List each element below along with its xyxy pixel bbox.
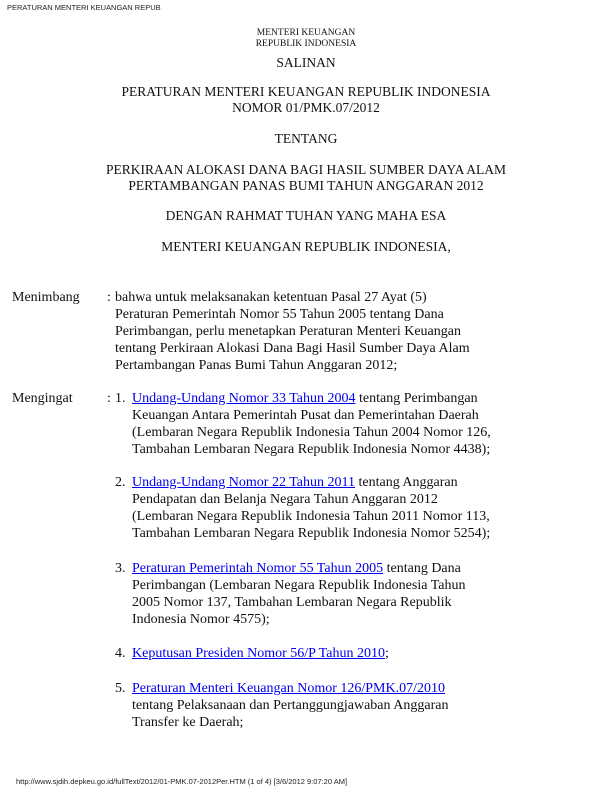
text-line: tentang Dana (383, 561, 461, 576)
text-line: tentang Perimbangan (355, 391, 478, 406)
text-line: ; (384, 646, 389, 661)
item-number: 2. (115, 475, 126, 490)
menimbang-text (115, 289, 470, 374)
item-number: 4. (115, 646, 126, 661)
letterhead (0, 28, 612, 50)
law-link[interactable]: Undang-Undang Nomor 22 Tahun 2011 (132, 475, 355, 490)
menteri-line: MENTERI KEUANGAN REPUBLIK INDONESIA, (161, 239, 451, 254)
subject-line: PERTAMBANGAN PANAS BUMI TAHUN ANGGARAN 2012 (128, 178, 484, 193)
text-line: Tambahan Lembaran Negara Republik Indonesia Nomor 4438); (132, 442, 491, 457)
mengingat-item-1 (115, 390, 126, 407)
mengingat-colon: : (107, 391, 111, 406)
page-footer-url: http://www.sjdih.depkeu.go.id/fullText/2012/01-PMK.07-2012Per.HTM (1 of 4) [3/6/2012 9:07:20 AM] (16, 777, 348, 786)
title-number: NOMOR 01/PMK.07/2012 (232, 100, 380, 115)
item-number: 3. (115, 561, 126, 576)
item-number: 5. (115, 681, 126, 696)
letterhead-line: MENTERI KEUANGAN (256, 28, 356, 38)
mengingat-item-4-text (132, 645, 389, 662)
title-line: PERATURAN MENTERI KEUANGAN REPUBLIK INDONESIA (121, 84, 491, 99)
text-line: tentang Perkiraan Alokasi Dana Bagi Hasil Sumber Daya Alam (115, 341, 470, 356)
mengingat-item-1-text (132, 390, 491, 458)
text-line: Perimbangan, perlu menetapkan Peraturan Menteri Keuangan (115, 324, 461, 339)
text-line: 2005 Nomor 137, Tambahan Lembaran Negara Republik (132, 595, 452, 610)
mengingat-label: Mengingat (12, 391, 73, 406)
text-line: Pertambangan Panas Bumi Tahun Anggaran 2012; (115, 358, 398, 373)
regulation-subject (0, 162, 612, 194)
text-line: Pendapatan dan Belanja Negara Tahun Anggaran 2012 (132, 492, 438, 507)
text-line: Peraturan Pemerintah Nomor 55 Tahun 2005 tentang Dana (115, 307, 444, 322)
text-line: (Lembaran Negara Republik Indonesia Tahun 2004 Nomor 126, (132, 425, 491, 440)
text-line: bahwa untuk melaksanakan ketentuan Pasal 27 Ayat (5) (115, 290, 427, 305)
text-line: Perimbangan (Lembaran Negara Republik Indonesia Tahun (132, 578, 466, 593)
mengingat-item-5-text (132, 680, 448, 731)
text-line: Keuangan Antara Pemerintah Pusat dan Pemerintahan Daerah (132, 408, 479, 423)
text-line: (Lembaran Negara Republik Indonesia Tahun 2011 Nomor 113, (132, 509, 490, 524)
rahmat-line: DENGAN RAHMAT TUHAN YANG MAHA ESA (165, 208, 447, 223)
tentang-label: TENTANG (274, 131, 338, 146)
text-line: tentang Anggaran (355, 475, 458, 490)
mengingat-item-3-text (132, 560, 465, 628)
menimbang-label: Menimbang (12, 290, 80, 305)
text-line: Tambahan Lembaran Negara Republik Indonesia Nomor 5254); (132, 526, 491, 541)
law-link[interactable]: Undang-Undang Nomor 33 Tahun 2004 (132, 391, 356, 406)
text-line: Indonesia Nomor 4575); (132, 612, 270, 627)
mengingat-item-2-text (132, 474, 490, 542)
menimbang-colon: : (107, 290, 111, 305)
subject-line: PERKIRAAN ALOKASI DANA BAGI HASIL SUMBER DAYA ALAM (106, 162, 506, 177)
text-line: Transfer ke Daerah; (132, 715, 244, 730)
item-number: 1. (115, 391, 126, 406)
page-header: PERATURAN MENTERI KEUANGAN REPUB (7, 3, 161, 12)
text-line: tentang Pelaksanaan dan Pertanggungjawaban Anggaran (132, 698, 449, 713)
decree-link[interactable]: Keputusan Presiden Nomor 56/P Tahun 2010 (132, 646, 385, 661)
letterhead-line: REPUBLIK INDONESIA (255, 39, 357, 49)
regulation-title (0, 84, 612, 116)
salinan-label: SALINAN (276, 55, 336, 70)
regulation-link[interactable]: Peraturan Menteri Keuangan Nomor 126/PMK.07/2010 (132, 681, 445, 696)
regulation-link[interactable]: Peraturan Pemerintah Nomor 55 Tahun 2005 (132, 561, 384, 576)
